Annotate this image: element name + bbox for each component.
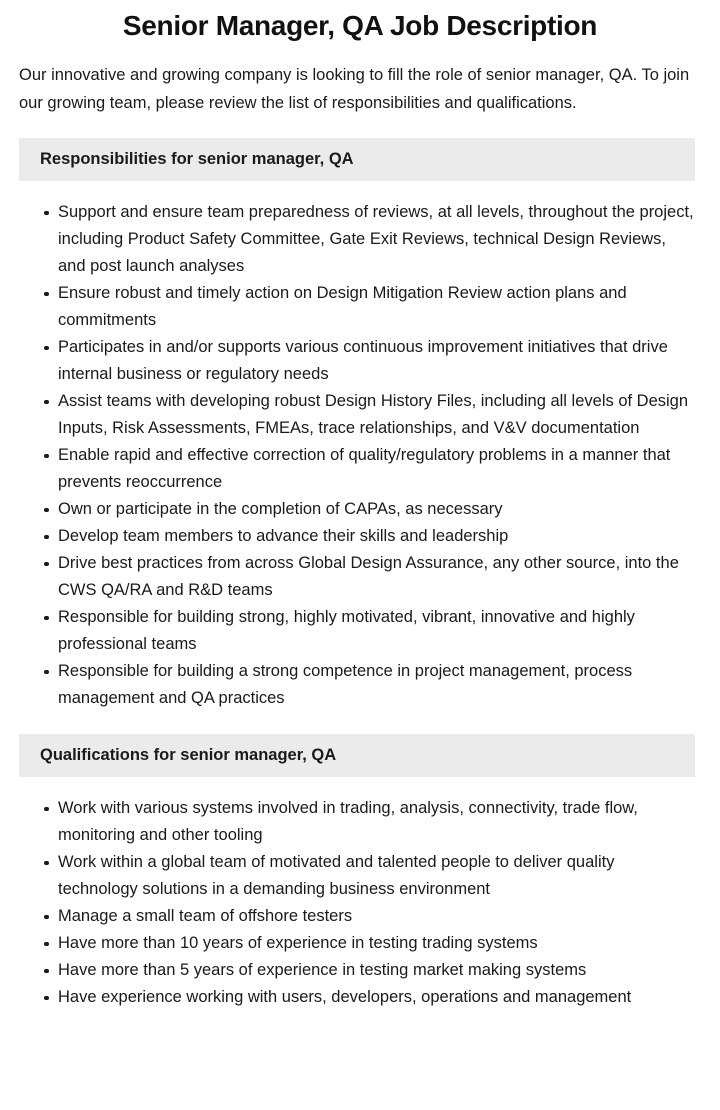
responsibilities-list	[0, 181, 720, 712]
list-item: Work within a global team of motivated and talented people to deliver quality technology solutions in a demanding business environment	[44, 849, 695, 903]
list-item: Assist teams with developing robust Design History Files, including all levels of Design Inputs, Risk Assessments, FMEAs, trace relationships, and V&V documentation	[44, 388, 695, 442]
list-item: Ensure robust and timely action on Design Mitigation Review action plans and commitments	[44, 280, 695, 334]
list-item: Work with various systems involved in trading, analysis, connectivity, trade flow, monitoring and other tooling	[44, 795, 695, 849]
list-item: Have more than 5 years of experience in testing market making systems	[44, 957, 695, 984]
list-item: Responsible for building strong, highly motivated, vibrant, innovative and highly professional teams	[44, 604, 695, 658]
list-item: Have experience working with users, developers, operations and management	[44, 984, 695, 1011]
list-item: Develop team members to advance their skills and leadership	[44, 523, 695, 550]
page-title: Senior Manager, QA Job Description	[122, 10, 598, 41]
intro-paragraph: Our innovative and growing company is looking to fill the role of senior manager, QA. To join our growing team, please review the list of responsibilities and qualifications.	[19, 66, 690, 112]
section-qualifications	[0, 734, 720, 1011]
list-item: Drive best practices from across Global Design Assurance, any other source, into the CWS QA/RA and R&D teams	[44, 550, 695, 604]
section-heading-responsibilities: Responsibilities for senior manager, QA	[19, 138, 695, 181]
section-responsibilities	[0, 138, 720, 712]
list-item: Own or participate in the completion of CAPAs, as necessary	[44, 496, 695, 523]
section-heading-qualifications: Qualifications for senior manager, QA	[19, 734, 695, 777]
list-item: Enable rapid and effective correction of quality/regulatory problems in a manner that prevents reoccurrence	[44, 442, 695, 496]
list-item: Have more than 10 years of experience in testing trading systems	[44, 930, 695, 957]
list-item: Participates in and/or supports various continuous improvement initiatives that drive internal business or regulatory needs	[44, 334, 695, 388]
list-item: Manage a small team of offshore testers	[44, 903, 695, 930]
list-item: Responsible for building a strong competence in project management, process management and QA practices	[44, 658, 695, 712]
list-item: Support and ensure team preparedness of reviews, at all levels, throughout the project, including Product Safety Committee, Gate Exit Reviews, technical Design Reviews, and post launch analyses	[44, 199, 695, 280]
qualifications-list	[0, 777, 720, 1011]
